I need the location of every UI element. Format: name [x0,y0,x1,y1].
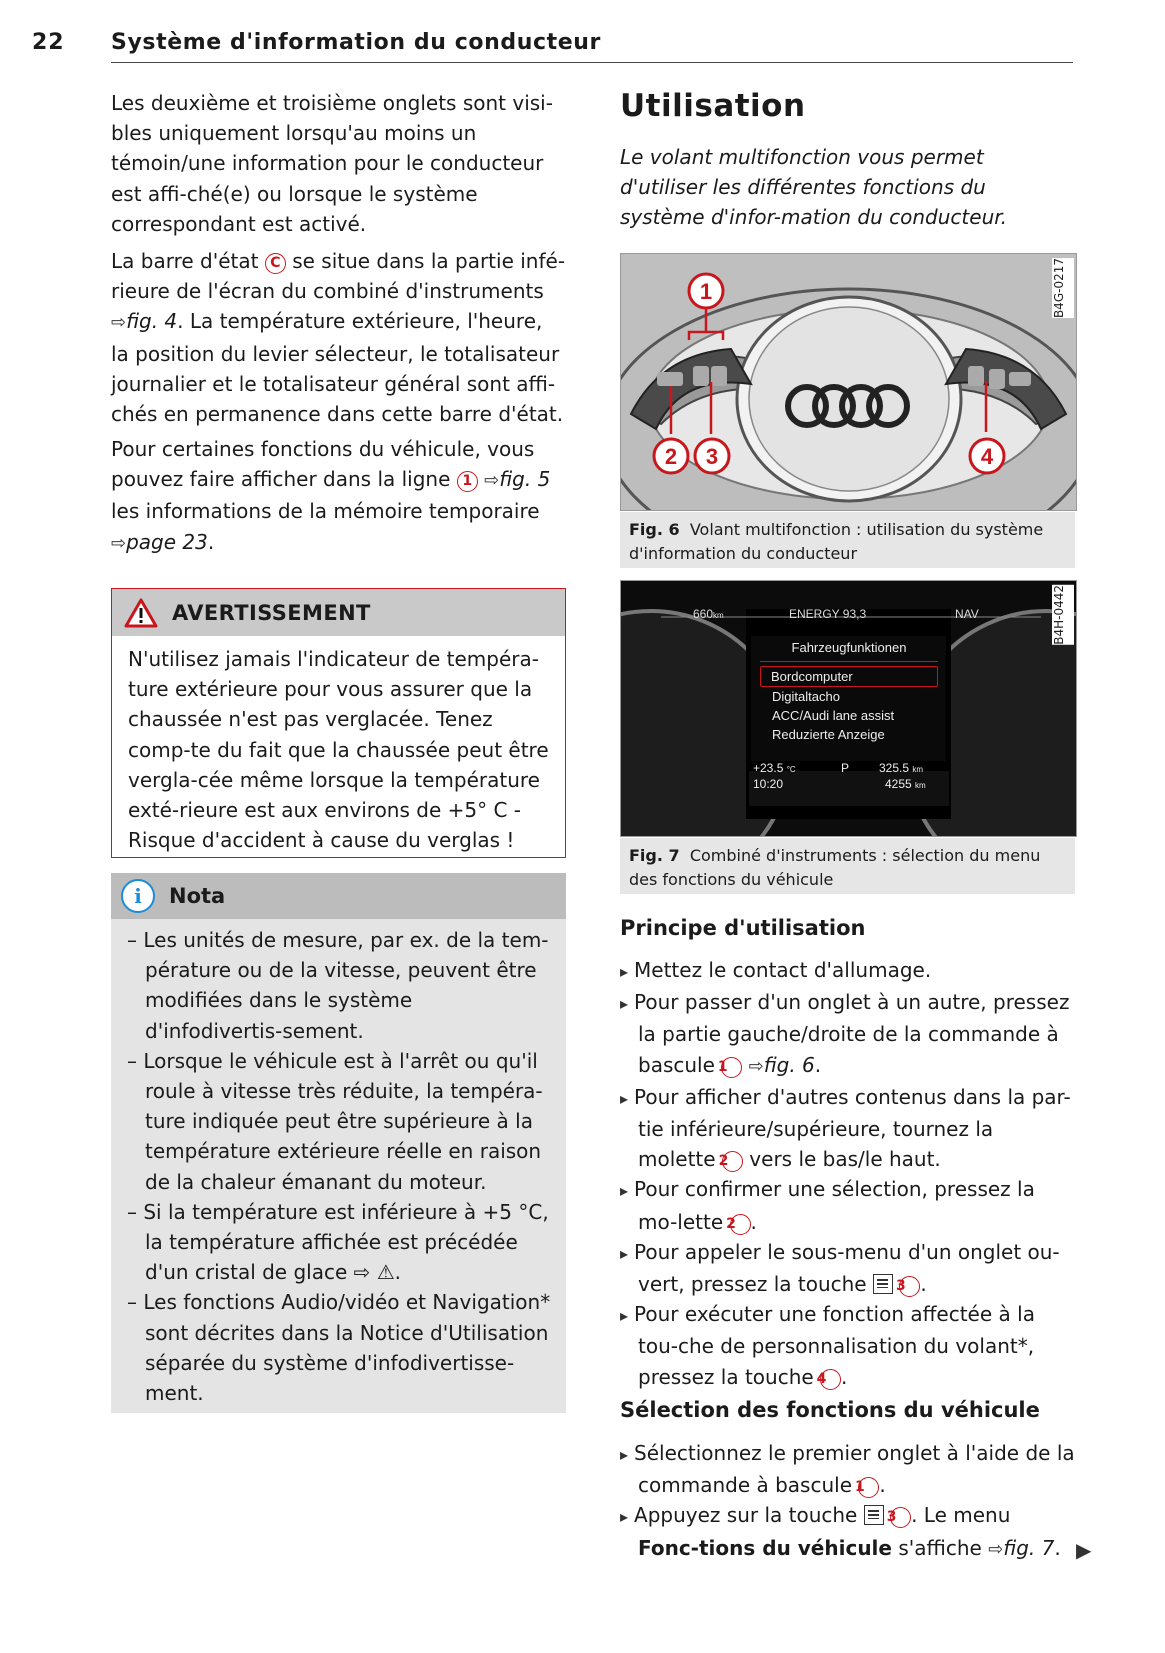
text: se situe dans la partie infé-rieure de l'écran du combiné d'instruments [111,249,566,304]
menu-key-icon [873,1274,893,1294]
text: vers le bas/le haut. [749,1147,941,1172]
step: ▸ Pour passer d'un onglet à un autre, pressez la partie gauche/droite de la commande à bascule 1 ⇨fig. 6. [620,987,1075,1082]
menu-item[interactable]: Digitaltacho [772,689,840,704]
page-ref-link[interactable]: page 23 [126,529,208,554]
figure-7-caption [620,838,1075,894]
callout-1: 1 [457,471,478,492]
step: ▸ Pour appeler le sous-menu d'un onglet ou-vert, pressez la touche 3 . [620,1237,1075,1299]
note-list [111,919,566,1408]
note-header [111,873,566,919]
outside-temperature [753,761,796,775]
menu-key-icon [864,1505,884,1525]
text: . La température extérieure, l'heure, la position du levier sélecteur, le totalisateur journalier et le totalisateur général sont affi-chés en permanence dans cette barre d'état. [111,309,564,427]
temp-value: +23.5 [753,761,784,775]
callout-3: 3 [890,1507,911,1528]
text: Pour confirmer une sélection, pressez la mo-lette [634,1177,1035,1234]
cluster-status-bar [753,759,945,793]
callout-1-label: 1 [699,279,713,304]
text: Pour certaines fonctions du véhicule, vous pouvez faire afficher dans la ligne [111,437,535,492]
paragraph-memory: Pour certaines fonctions du véhicule, vous pouvez faire afficher dans la ligne 1 ⇨fig. 5 les informations de la mémoire temporaire ⇨page 23. [111,437,551,554]
warning-box [111,588,566,858]
subheading-selection: Sélection des fonctions du véhicule [620,1398,1040,1422]
caption-text: Combiné d'instruments : sélection du menu des fonctions du véhicule [629,846,1041,889]
selection-steps [620,1438,1075,1565]
odo-value: 4255 [885,777,912,791]
range-unit: km [713,611,724,620]
figure-label: Fig. 6 [629,520,680,539]
paragraph-status-bar [111,246,566,429]
step: ▸ Mettez le contact d'allumage. [620,955,1075,987]
callout-4-label: 4 [980,444,994,469]
section-title: Système d'information du conducteur [111,30,601,55]
caption-text: Volant multifonction : utilisation du système d'information du conducteur [629,520,1044,563]
info-icon: i [121,879,155,913]
trip-unit: km [912,765,924,774]
callout-c: C [265,253,286,274]
energy-readout: ENERGY 93,3 [789,607,867,621]
callout-1: 1 [858,1477,879,1498]
figure-6-caption [620,512,1075,568]
menu-item[interactable]: ACC/Audi lane assist [772,708,895,723]
steering-wheel-illustration [621,254,1076,510]
figure-instrument-cluster [620,580,1077,837]
arrow-icon: ⇨ [111,532,127,554]
paragraph-tabs: Les deuxième et troisième onglets sont visi-bles uniquement lorsqu'au moins un témoin/une information pour le conducteur est affi-ché(e) ou lorsque le système correspondant est activé. [111,91,553,236]
text: s'affiche [898,1535,982,1560]
arrow-icon: ⇨ [484,470,500,492]
callout-2: 2 [730,1214,751,1235]
callout-3: 3 [899,1276,920,1297]
fig-ref-link[interactable]: fig. 4 [126,309,178,334]
menu-title: Fahrzeugfunktionen [760,636,938,662]
arrow-icon: ⇨ [988,1538,1004,1560]
warning-header [112,589,565,636]
step [620,1082,1075,1175]
fig-ref-link[interactable]: fig. 6 [763,1052,815,1077]
figure-code: B4G-0217 [1052,258,1074,318]
step: ▸ Pour exécuter une fonction affectée à la tou-che de personnalisation du volant*, pressez la touche 4 . [620,1299,1075,1392]
figure-steering-wheel [620,253,1077,511]
arrow-icon: ⇨ [111,312,127,334]
menu-item[interactable]: Reduzierte Anzeige [772,727,885,742]
gear-indicator: P [841,761,850,775]
principle-steps [620,955,1075,1392]
header-rule [111,62,1073,63]
text: Pour afficher d'autres contenus dans la par-tie inférieure/supérieure, tournez la molette [634,1084,1071,1172]
text: La barre d'état [111,249,259,273]
nav-tab: NAV [955,607,979,621]
odo-unit: km [915,781,926,790]
cluster-top-bar [621,603,1076,627]
intro-text: Le volant multifonction vous permet d'utiliser les différentes fonctions du système d'infor-mation du conducteur. [620,145,1007,230]
vehicle-functions-menu [760,636,938,744]
note-item: – Les unités de mesure, par ex. de la tem-pérature ou de la vitesse, peuvent être modifiées dans le système d'infodivertis-sement. [127,928,549,1043]
text: Sélectionnez le premier onglet à l'aide de la commande à bascule [634,1441,1075,1498]
page-number: 22 [32,30,65,55]
text: Pour passer d'un onglet à un autre, pressez la partie gauche/droite de la commande à bascule [634,990,1070,1077]
menu-item-selected[interactable]: Bordcomputer [760,666,938,687]
range-value: 660 [693,607,714,621]
callout-2-label: 2 [664,444,678,469]
warning-title: AVERTISSEMENT [172,600,371,625]
warning-triangle-icon [124,598,158,628]
step: ▸ Pour confirmer une sélection, pressez la mo-lette 2 . [620,1174,1075,1236]
subheading-principle: Principe d'utilisation [620,916,866,940]
trip-value: 325.5 [879,761,910,775]
figure-code: B4H-0442 [1052,585,1074,645]
text: Pour appeler le sous-menu d'un onglet ou-vert, pressez la touche [634,1239,1060,1297]
total-odometer [885,777,926,791]
figure-label: Fig. 7 [629,846,680,865]
trip-odometer [879,761,923,775]
callout-3-label: 3 [705,444,719,469]
warning-text: N'utilisez jamais l'indicateur de tempéra-ture extérieure pour vous assurer que la chaussée n'est pas verglacée. Tenez comp-te du fait que la chaussée peut être vergla-cée même lorsque la température exté-rieure est aux environs de +5° C - Risque d'accident à cause du verglas ! [128,647,549,853]
text: Pour exécuter une fonction affectée à la tou-che de personnalisation du volant*, pressez la touche [634,1302,1035,1389]
note-item: – Lorsque le véhicule est à l'arrêt ou qu'il roule à vitesse très réduite, la tempéra-ture indiquée peut être supérieure à la température extérieure réelle en raison de la chaleur émanant du moteur. [127,1048,543,1194]
step: ▸ Sélectionnez le premier onglet à l'aide de la commande à bascule 1 . [620,1438,1075,1500]
callout-2: 2 [722,1151,743,1172]
note-item: – Les fonctions Audio/vidéo et Navigation* sont décrites dans la Notice d'Utilisation séparée du système d'infodivertisse-ment. [127,1290,551,1406]
callout-4: 4 [820,1369,841,1390]
note-title: Nota [169,884,226,908]
fig-ref-link[interactable]: fig. 5 [499,467,551,492]
next-page-arrow-icon[interactable]: ▶ [1076,1538,1092,1562]
temp-unit: °C [786,765,796,774]
note-box [111,873,566,1413]
text: les informations de la mémoire temporaire [111,499,540,524]
clock: 10:20 [753,777,784,791]
arrow-icon: ⇨ [748,1055,764,1077]
text: Appuyez sur la touche [634,1503,858,1528]
step: ▸ Appuyez sur la touche 3 . Le menu Fonc-tions du véhicule s'affiche ⇨fig. 7. [620,1500,1075,1564]
note-item: – Si la température est inférieure à +5 °C, la température affichée est précédée d'un cristal de glace ⇨ ⚠. [127,1199,549,1285]
bold-text: Fonc-tions du véhicule [638,1535,892,1560]
fig-ref-link[interactable]: fig. 7 [1003,1535,1055,1560]
range-readout [693,607,724,621]
callout-1: 1 [721,1057,742,1078]
text: . Le menu [911,1503,1011,1528]
section-heading: Utilisation [620,88,806,124]
